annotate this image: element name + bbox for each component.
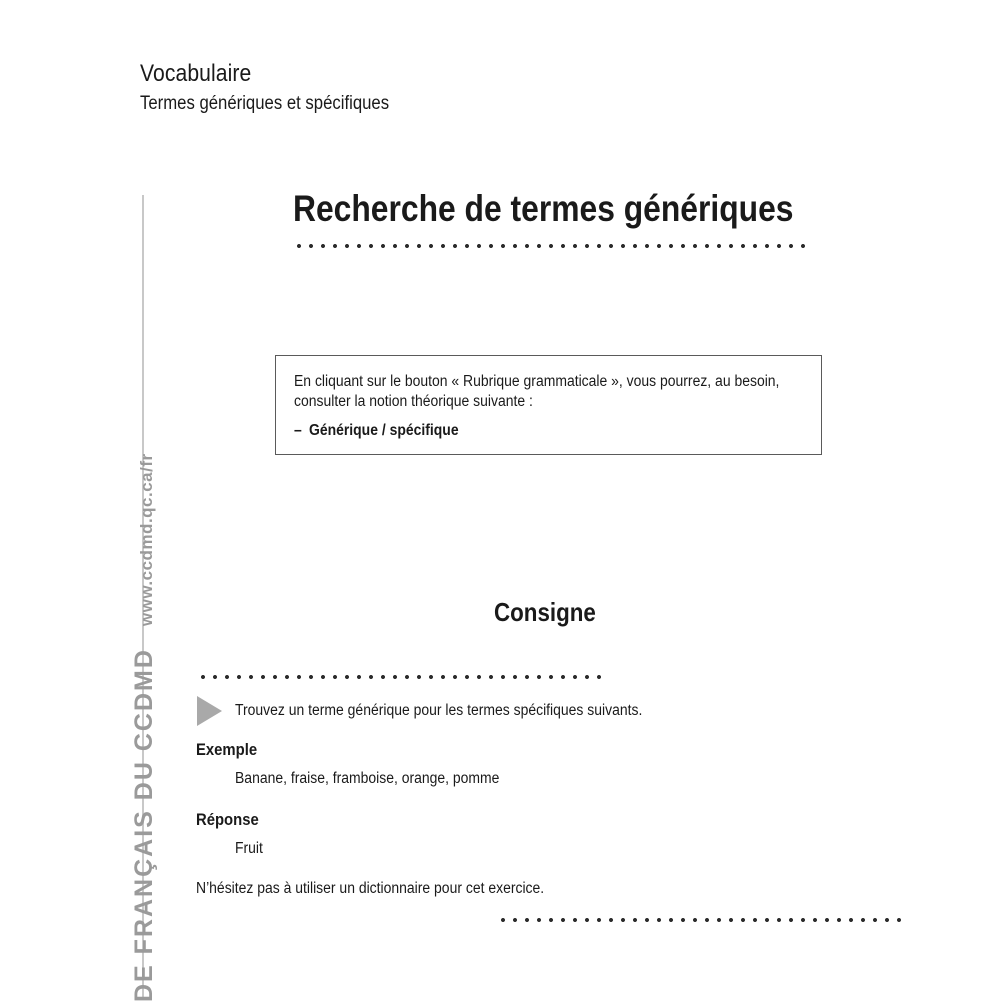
answer-label: Réponse	[196, 811, 259, 829]
title-dotted-rule	[293, 243, 805, 249]
info-item-label: Générique / spécifique	[308, 422, 459, 439]
consigne-dotted-rule	[197, 674, 607, 680]
dictionary-note: N’hésitez pas à utiliser un dictionnaire pour cet exercice.	[196, 880, 545, 897]
header-subcategory: Termes génériques et spécifiques	[140, 93, 390, 114]
example-label: Exemple	[196, 741, 258, 759]
answer-text: Fruit	[235, 840, 263, 857]
info-item-dash: –	[294, 422, 302, 439]
play-triangle-icon	[197, 696, 222, 726]
info-box-text: En cliquant sur le bouton « Rubrique grammaticale », vous pourrez, au besoin, consulter la notion théorique suivante :	[294, 373, 780, 410]
header-category: Vocabulaire	[140, 60, 252, 87]
consigne-title: Consigne	[494, 597, 596, 627]
bottom-dotted-rule	[497, 917, 907, 923]
page-title: Recherche de termes génériques	[293, 188, 794, 229]
left-vertical-rule	[142, 195, 144, 1000]
info-box	[275, 355, 822, 455]
sidebar-brand: DE FRANÇAIS DU CCDMD	[130, 648, 158, 1002]
example-text: Banane, fraise, framboise, orange, pomme	[235, 770, 500, 787]
sidebar-url: www.ccdmd.qc.ca/fr	[137, 453, 156, 627]
instruction-text: Trouvez un terme générique pour les termes spécifiques suivants.	[235, 702, 643, 719]
info-box-item	[294, 422, 459, 440]
